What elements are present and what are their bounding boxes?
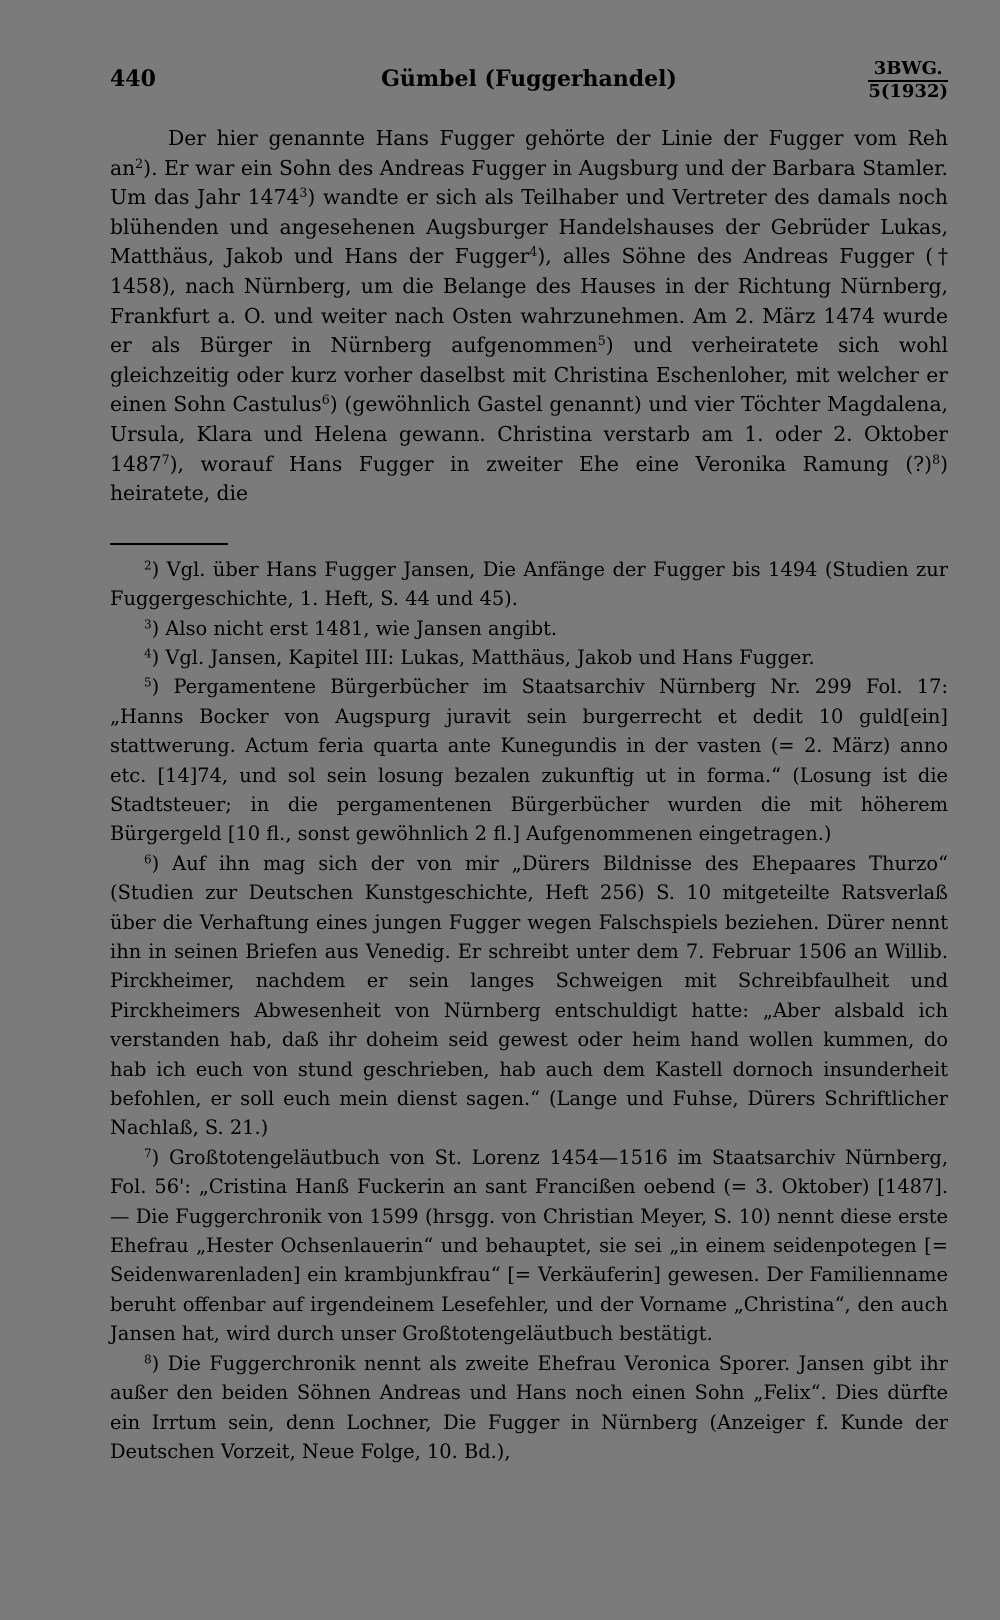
footnote: [110, 555, 948, 614]
text-segment: ), worauf Hans Fugger in zweiter Ehe eine Veronika Ramung (?): [169, 451, 933, 476]
footnote-text: ) Also nicht erst 1481, wie Jansen angibt.: [151, 616, 558, 640]
footnote-text: ) Vgl. Jansen, Kapitel III: Lukas, Matthäus, Jakob und Hans Fugger.: [151, 645, 815, 669]
main-text: [110, 124, 948, 509]
footnote: [110, 643, 948, 672]
footnote: [110, 614, 948, 643]
footnote: [110, 1349, 948, 1467]
text-segment: ), alles Söhne des Andreas Fugger († 1458), nach Nürnberg, um die Belange des Hauses in der Richtung Nürnberg, Frankfurt a. O. und weiter nach Osten wahrzunehmen. Am 2. März 1474 wurde er als Bürger in Nürnberg aufgenommen: [110, 244, 948, 358]
text-segment: Der hier genannte Hans Fugger gehörte der Linie der Fugger vom Reh an: [110, 126, 948, 180]
journal-volume: 5(1932): [868, 80, 948, 102]
footnote-separator: [110, 543, 228, 545]
text-segment: ) wandte er sich als Teilhaber und Vertreter des damals noch blühenden und angesehenen Augsburger Handelshauses der Gebrüder Lukas, Matthäus, Jakob und Hans der Fugger: [110, 185, 948, 269]
footnote-reference: 6: [321, 392, 330, 408]
footnote-text: ) Großtotengeläutbuch von St. Lorenz 1454—1516 im Staatsarchiv Nürnberg, Fol. 56': „Cristina Hanß Fuckerin an sant Francißen oebend (= 3. Oktober) [1487]. — Die Fuggerchronik von 1599 (hrsgg. von Christian Meyer, S. 10) nennt diese erste Ehefrau „Hester Ochsenlauerin“ und behauptet, sie sei „in einem seidenpotegen [= Seidenwarenladen] ein krambjunkfrau“ [= Verkäuferin] gewesen. Der Familienname beruht offenbar auf irgendeinem Lesefehler, und der Vorname „Christina“, den auch Jansen hat, wird durch unser Großtotengeläutbuch bestätigt.: [110, 1145, 948, 1346]
footnote-reference: 2: [135, 155, 144, 171]
footnote: [110, 1143, 948, 1349]
footnote-reference: 5: [597, 333, 606, 349]
footnote-marker: 3: [144, 616, 152, 631]
footnote-marker: 7: [144, 1146, 152, 1161]
footnote-text: ) Die Fuggerchronik nennt als zweite Ehefrau Veronica Sporer. Jansen gibt ihr außer den beiden Söhnen Andreas und Hans noch einen Sohn „Felix“. Dies dürfte ein Irrtum sein, denn Lochner, Die Fugger in Nürnberg (Anzeiger f. Kunde der Deutschen Vorzeit, Neue Folge, 10. Bd.),: [110, 1351, 948, 1463]
journal-reference: [868, 60, 948, 102]
footnote-text: ) Auf ihn mag sich der von mir „Dürers Bildnisse des Ehepaares Thurzo“ (Studien zur Deutschen Kunstgeschichte, Heft 256) S. 10 mitgeteilte Ratsverlaß über die Verhaftung eines jungen Fugger wegen Falschspiels beziehen. Dürer nennt ihn in seinen Briefen aus Venedig. Er schreibt unter dem 7. Februar 1506 an Willib. Pirckheimer, nachdem er sein langes Schweigen mit Schreibfaulheit und Pirckheimers Abwesenheit von Nürnberg entschuldigt hatte: „Aber alsbald ich verstanden hab, daß ihr doheim seid gewest oder heim hand wollen kummen, do hab ich euch von stund geschrieben, hab auch dem Kastell dornoch insunderheit befohlen, er soll euch mein dienst sagen.“ (Lange und Fuhse, Dürers Schriftlicher Nachlaß, S. 21.): [110, 851, 948, 1140]
footnotes: [110, 555, 948, 1467]
page-content: [110, 124, 948, 1466]
footnote-marker: 2: [144, 558, 152, 573]
footnote: [110, 849, 948, 1143]
footnote-marker: 5: [144, 675, 152, 690]
text-segment: ) und verheiratete sich wohl gleichzeitig oder kurz vorher daselbst mit Christina Eschenloher, mit welcher er einen Sohn Castulus: [110, 333, 948, 417]
footnote: [110, 672, 948, 848]
footnote-text: ) Pergamentene Bürgerbücher im Staatsarchiv Nürnberg Nr. 299 Fol. 17: „Hanns Bocker von Augspurg juravit sein burgerrecht et dedit 10 guld[ein] stattwerung. Actum feria quarta ante Kunegundis in der vasten (= 2. März) anno etc. [14]74, und sol sein losung bezalen zukunftig ut in forma.“ (Losung ist die Stadtsteuer; in die pergamentenen Bürgerbücher wurden die mit höherem Bürgergeld [10 fl., sonst gewöhnlich 2 fl.] Aufgenommenen eingetragen.): [110, 675, 948, 846]
page-header: [110, 60, 948, 108]
footnote-text: ) Vgl. über Hans Fugger Jansen, Die Anfänge der Fugger bis 1494 (Studien zur Fuggergeschichte, 1. Heft, S. 44 und 45).: [110, 557, 948, 611]
footnote-reference: 8: [932, 451, 941, 467]
page-number: 440: [110, 66, 156, 92]
text-segment: ) (gewöhnlich Gastel genannt) und vier Töchter Magdalena, Ursula, Klara und Helena gewann. Christina verstarb am 1. oder 2. Oktober 1487: [110, 392, 948, 476]
footnote-reference: 7: [161, 451, 170, 467]
footnote-reference: 3: [299, 185, 308, 201]
text-segment: ). Er war ein Sohn des Andreas Fugger in Augsburg und der Barbara Stamler. Um das Jahr 1474: [110, 155, 948, 210]
footnote-reference: 4: [529, 244, 538, 260]
main-paragraph: [110, 124, 948, 509]
footnote-marker: 8: [144, 1352, 152, 1367]
footnote-marker: 4: [144, 646, 152, 661]
journal-abbrev: 3BWG.: [873, 58, 943, 79]
footnote-marker: 6: [144, 852, 152, 867]
running-title: Gümbel (Fuggerhandel): [381, 66, 677, 92]
text-segment: ) heiratete, die: [110, 451, 948, 506]
